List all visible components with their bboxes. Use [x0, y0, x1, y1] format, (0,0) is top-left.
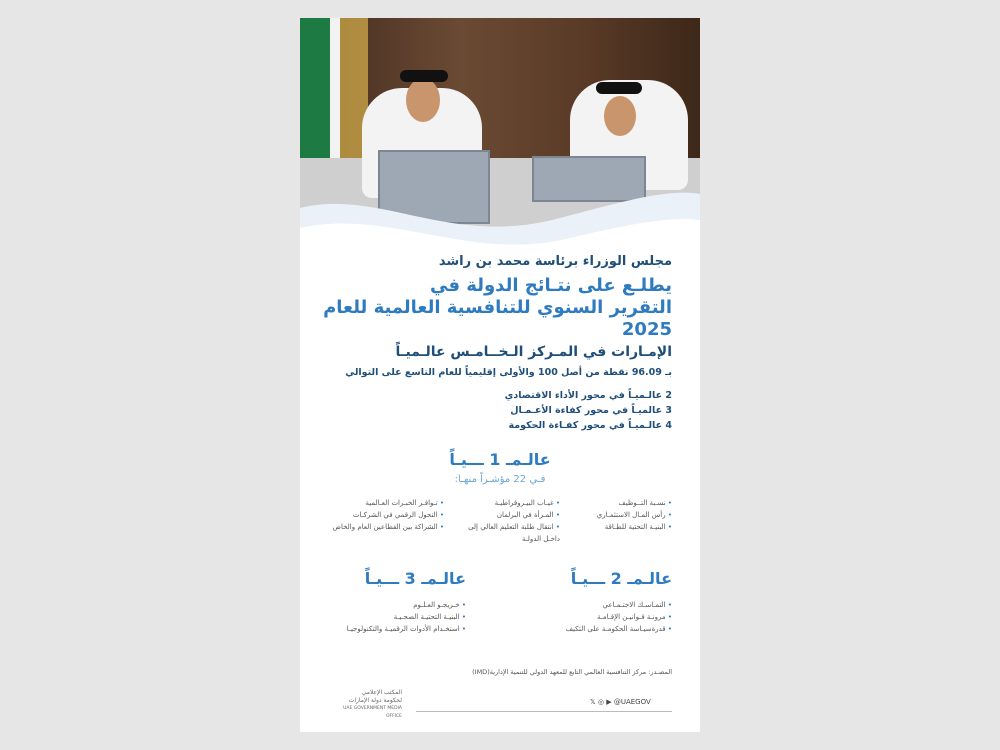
header-subtitle: مجلس الوزراء برئاسة محمد بن راشد	[438, 254, 672, 269]
list-item: • البنيـة التحتية للطـاقة	[562, 521, 672, 533]
infographic-poster	[300, 18, 700, 732]
list-item: • البنيـة التحتيـة الصحـيـة	[316, 611, 466, 623]
instagram-icon[interactable]: ◎	[597, 698, 604, 706]
list-item: • تـوافـر الخبـرات العـالمية	[326, 497, 444, 509]
list-item: • رأس المـال الاستثمـاري	[562, 509, 672, 521]
content	[300, 18, 700, 732]
social-handle-row	[590, 698, 651, 706]
first-place-title: عالـمـ 1 ـــيـاً	[449, 450, 551, 469]
list-item: • الشراكة بين القطاعين العام والخاص	[326, 521, 444, 533]
ranking-subtitle: بـ 96.09 نقطة من أصل 100 والأولى إقليمياً للعام التاسع على التوالي	[345, 367, 672, 378]
list-item: • التمـاسـك الاجتـمـاعي	[522, 599, 672, 611]
second-place-list	[522, 599, 672, 635]
x-icon[interactable]: 𝕏	[590, 698, 596, 706]
first-place-col-left	[326, 497, 444, 533]
list-item: • قدرةسيـاسة الحكومـة على التكيف	[522, 623, 672, 635]
third-place-list	[316, 599, 466, 635]
ranking-axes	[505, 388, 672, 433]
source-note: المصـدر: مركز التنافسية العالمي التابع للمعهد الدولي للتنمية الإدارية(IMD)	[472, 668, 672, 676]
axis-item: 4 عالـميـاً في محور كفـاءة الحكومة	[508, 420, 672, 431]
first-place-col-mid	[456, 497, 560, 545]
first-place-subtitle: فـي 22 مؤشـراً منهـا:	[454, 474, 546, 485]
list-item: • نسـبة التــوظيف	[562, 497, 672, 509]
header-title	[322, 275, 672, 341]
first-place-col-right	[562, 497, 672, 533]
logo-line2: لحكومة دولة الإمارات	[348, 697, 402, 704]
third-place-title: عالـمـ 3 ـــيـاً	[364, 569, 466, 588]
header-title-line1: يطلـع على نتـائج الدولة في	[430, 275, 672, 296]
second-place-title: عالـمـ 2 ـــيـاً	[570, 569, 672, 588]
list-item: • المـرأة في البرلمان	[456, 509, 560, 521]
axis-item: 3 عالميـاً في محور كفاءة الأعـمـال	[510, 405, 672, 416]
footer-divider	[416, 711, 672, 712]
list-item: • انتقال طلبة التعليم العالي إلى داخـل الدولـة	[456, 521, 560, 545]
list-item: • استخـدام الأدوات الرقميـة والتكنولوجيـا	[316, 623, 466, 635]
axis-item: 2 عالـميـاً في محور الأداء الاقتصادي	[504, 390, 672, 401]
social-handle[interactable]: @UAEGOV	[613, 698, 651, 706]
ranking-title: الإمـارات في المـركز الـخــامـس عالـميـاً	[395, 344, 672, 360]
logo-line1: المكتب الإعلامي	[361, 689, 402, 696]
header-title-line2: التقرير السنوي للتنافسية العالمية للعام 2025	[323, 297, 672, 340]
list-item: • مرونـة قـوانيـن الإقـامـة	[522, 611, 672, 623]
logo-line3: UAE GOVERNMENT MEDIA OFFICE	[343, 706, 402, 719]
list-item: • غيـاب البيـروقراطيـة	[456, 497, 560, 509]
list-item: • خـريجـو العـلـوم	[316, 599, 466, 611]
media-office-logo	[330, 689, 402, 721]
list-item: • التحول الرقمي في الشركـات	[326, 509, 444, 521]
youtube-icon[interactable]: ▶	[606, 698, 612, 706]
